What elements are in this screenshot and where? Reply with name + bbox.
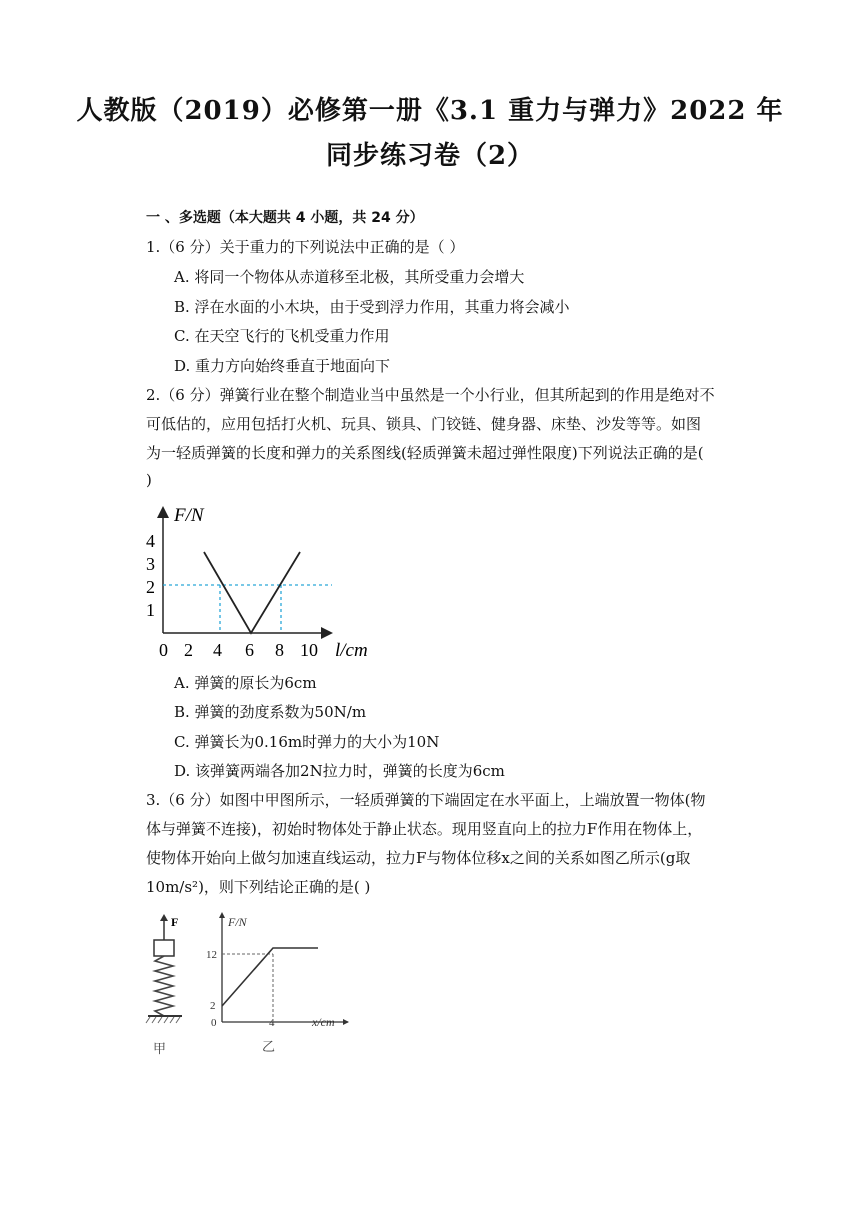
x-axis-label: l/cm xyxy=(335,640,368,661)
q2-stem-line2: 可低估的，应用包括打火机、玩具、锁具、门铰链、健身器、床垫、沙发等等。如图 xyxy=(146,415,702,433)
q1-stem: 1.（6 分）关于重力的下列说法中正确的是（ ） xyxy=(146,238,465,256)
doc-title-line1: 人教版（2019）必修第一册《3.1 重力与弹力》2022 年 xyxy=(76,96,784,126)
x-tick-2: 2 xyxy=(184,640,193,660)
q1-option-b: B. 浮在水面的小木块，由于受到浮力作用，其重力将会减小 xyxy=(174,298,570,316)
tick-2: 2 xyxy=(210,1000,216,1012)
q2-stem-line4: ) xyxy=(146,471,152,489)
doc-title-line2: 同步练习卷（2） xyxy=(325,141,535,171)
jia-label: 甲 xyxy=(153,1041,167,1056)
q1-option-a: A. 将同一个物体从赤道移至北极，其所受重力会增大 xyxy=(174,268,525,286)
ground-hatch xyxy=(146,1017,180,1023)
x-tick-8: 8 xyxy=(275,640,284,660)
section-heading: 一 、多选题（本大题共 4 小题，共 24 分） xyxy=(146,210,424,226)
y-axis-label: F/N xyxy=(228,915,247,929)
x-tick-10: 10 xyxy=(300,640,318,660)
q1-option-c: C. 在天空飞行的飞机受重力作用 xyxy=(174,327,390,345)
yi-label: 乙 xyxy=(262,1039,276,1054)
x-tick-0: 0 xyxy=(159,640,168,660)
y-tick-1: 1 xyxy=(146,600,155,620)
x-tick-6: 6 xyxy=(245,640,254,660)
q1-option-d: D. 重力方向始终垂直于地面向下 xyxy=(174,357,391,375)
q2-option-a: A. 弹簧的原长为6cm xyxy=(174,674,317,692)
spring-icon xyxy=(155,956,173,1016)
tick-0: 0 xyxy=(211,1017,217,1029)
y-tick-3: 3 xyxy=(146,554,155,574)
y-tick-4: 4 xyxy=(146,531,155,551)
q2-option-d: D. 该弹簧两端各加2N拉力时，弹簧的长度为6cm xyxy=(174,762,505,780)
q3-stem-line4: 10m/s²)，则下列结论正确的是( ) xyxy=(146,878,371,896)
q2-option-c: C. 弹簧长为0.16m时弹力的大小为10N xyxy=(174,733,440,751)
force-label: F xyxy=(171,915,179,929)
y-axis-label: F/N xyxy=(174,505,204,526)
force-length-line xyxy=(204,552,300,633)
block xyxy=(154,940,174,956)
q2-option-b: B. 弹簧的劲度系数为50N/m xyxy=(174,703,367,721)
spring-force-graph xyxy=(140,495,385,665)
q3-stem-line3: 使物体开始向上做匀加速直线运动，拉力F与物体位移x之间的关系如图乙所示(g取 xyxy=(146,849,691,867)
q2-stem-line3: 为一轻质弹簧的长度和弹力的关系图线(轻质弹簧未超过弹性限度)下列说法正确的是( xyxy=(146,444,704,462)
q3-stem-line2: 体与弹簧不连接)，初始时物体处于静止状态。现用竖直向上的拉力F作用在物体上， xyxy=(146,820,703,838)
x-axis-label: x/cm xyxy=(312,1015,335,1029)
y-tick-2: 2 xyxy=(146,577,155,597)
q2-stem-line1: 2.（6 分）弹簧行业在整个制造业当中虽然是一个小行业，但其所起到的作用是绝对不 xyxy=(146,386,715,404)
tick-4: 4 xyxy=(269,1017,275,1029)
tick-12: 12 xyxy=(206,949,217,961)
q3-stem-line1: 3.（6 分）如图中甲图所示，一轻质弹簧的下端固定在水平面上，上端放置一物体(物 xyxy=(146,791,706,809)
x-tick-4: 4 xyxy=(213,640,222,660)
force-displacement-line xyxy=(222,948,318,1006)
figure-yi-graph xyxy=(200,908,360,1058)
